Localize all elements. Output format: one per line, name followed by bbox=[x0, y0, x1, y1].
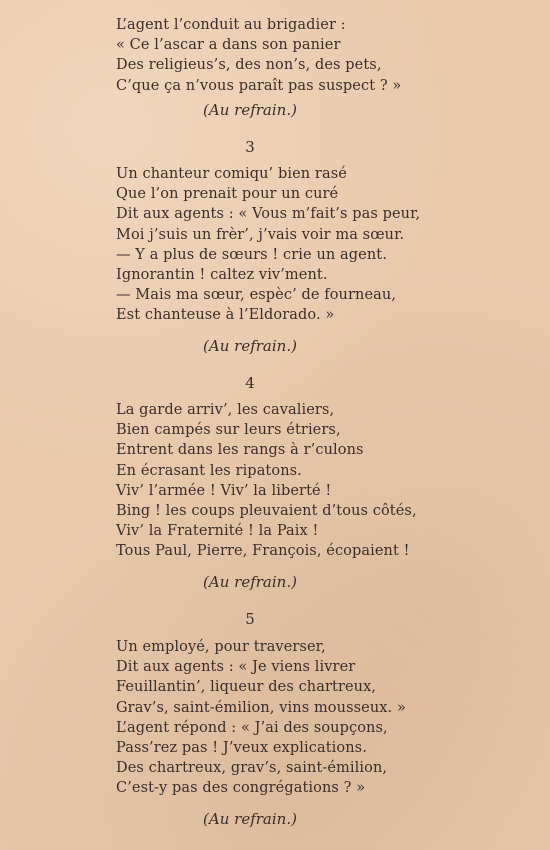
stanza-prev bbox=[116, 15, 406, 96]
verse-line: La garde arriv’, les cavaliers, bbox=[116, 402, 335, 418]
verse-line: Dit aux agents : « Je viens livrer bbox=[116, 659, 356, 676]
stanza-number: 3 bbox=[245, 138, 255, 156]
verse-line: Bing ! les coups pleuvaient d’tous côtés, bbox=[116, 503, 417, 520]
verse-line: L’agent l’conduit au brigadier : bbox=[116, 17, 346, 33]
verse-line: Moi j’suis un frèr’, j’vais voir ma sœur. bbox=[116, 226, 405, 243]
verse-line: En écrasant les ripatons. bbox=[116, 462, 302, 479]
verse-line: Grav’s, saint-émilion, vins mousseux. » bbox=[116, 699, 406, 716]
verse-line: Des religieus’s, des non’s, des pets, bbox=[116, 57, 382, 74]
verse-line: Que l’on prenait pour un curé bbox=[116, 186, 339, 203]
refrain-label: (Au refrain.) bbox=[203, 810, 297, 828]
verse-line: C’que ça n’vous paraît pas suspect ? » bbox=[116, 77, 402, 94]
verse-line: Pass’rez pas ! J’veux explications. bbox=[116, 740, 367, 757]
refrain-label: (Au refrain.) bbox=[203, 101, 297, 119]
stanza-3 bbox=[116, 164, 421, 326]
refrain-label: (Au refrain.) bbox=[203, 337, 297, 355]
verse-line: C’est-y pas des congrégations ? » bbox=[116, 780, 366, 797]
verse-line: Dit aux agents : « Vous m’fait’s pas peur, bbox=[116, 206, 421, 223]
verse-line: Viv’ la Fraternité ! la Paix ! bbox=[116, 523, 319, 540]
verse-line: — Y a plus de sœurs ! crie un agent. bbox=[116, 246, 387, 263]
verse-line: Un employé, pour traverser, bbox=[116, 639, 326, 655]
stanza-5 bbox=[116, 637, 406, 799]
verse-line: Viv’ l’armée ! Viv’ la liberté ! bbox=[116, 482, 332, 499]
refrain-label: (Au refrain.) bbox=[203, 573, 297, 591]
verse-line: Ignorantin ! caltez viv’ment. bbox=[116, 267, 328, 284]
verse-line: — Mais ma sœur, espèc’ de fourneau, bbox=[116, 287, 397, 304]
verse-line: Est chanteuse à l’Eldorado. » bbox=[116, 307, 335, 324]
verse-line: Bien campés sur leurs étriers, bbox=[116, 422, 341, 439]
verse-line: « Ce l’ascar a dans son panier bbox=[116, 37, 341, 54]
stanza-4 bbox=[116, 400, 417, 562]
stanza-number: 5 bbox=[245, 610, 255, 628]
verse-line: Des chartreux, grav’s, saint-émilion, bbox=[116, 760, 388, 777]
verse-line: Feuillantin’, liqueur des chartreux, bbox=[116, 679, 377, 696]
verse-line: Entrent dans les rangs à r’culons bbox=[116, 442, 364, 459]
verse-line: L’agent répond : « J’ai des soupçons, bbox=[116, 719, 388, 736]
verse-line: Tous Paul, Pierre, François, écopaient ! bbox=[116, 543, 410, 560]
stanza-number: 4 bbox=[245, 374, 255, 392]
verse-line: Un chanteur comiqu’ bien rasé bbox=[116, 166, 347, 182]
